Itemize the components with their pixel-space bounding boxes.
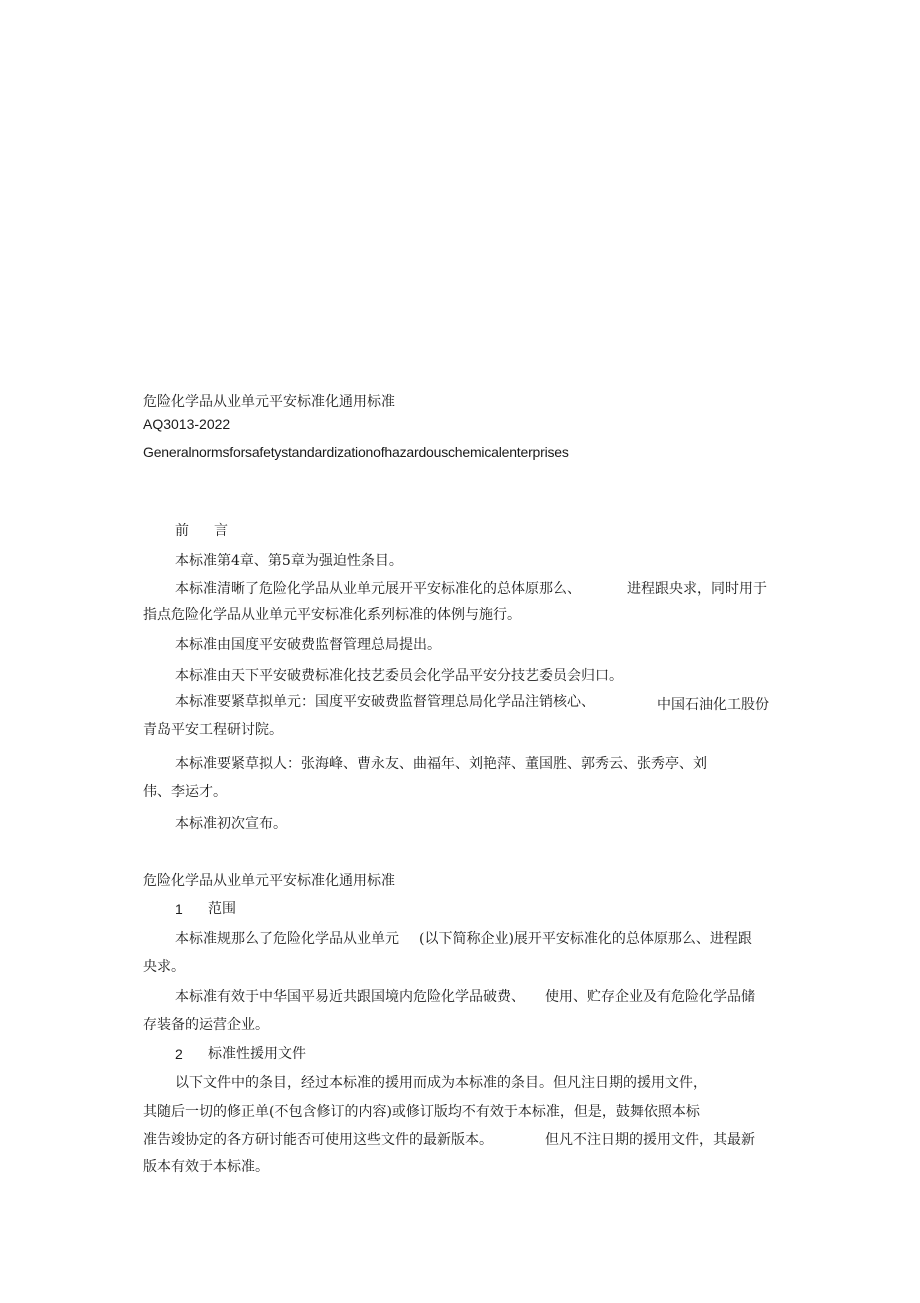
- foreword-paragraph-1: 本标准第4章、第5章为强迫性条目。: [175, 553, 403, 569]
- foreword-paragraph-2-part-c: 指点危险化学品从业单元平安标准化系列标准的体例与施行。: [143, 607, 521, 623]
- foreword-heading-char-1: 前: [175, 523, 189, 539]
- section-1-paragraph-2-part-a: 本标准有效于中华国平易近共跟国境内危险化学品破费、: [175, 989, 525, 1005]
- section-1-paragraph-1-part-c: 央求。: [143, 959, 185, 975]
- foreword-paragraph-5-part-b: 中国石油化工股份: [657, 697, 769, 713]
- body-title: 危险化学品从业单元平安标准化通用标准: [143, 873, 395, 889]
- section-1-title: 范围: [208, 901, 236, 917]
- foreword-heading-char-2: 言: [214, 523, 228, 539]
- foreword-paragraph-3: 本标准由国度平安破费监督管理总局提出。: [175, 637, 441, 653]
- foreword-paragraph-2-part-b: 进程跟央求，同时用于: [627, 581, 767, 597]
- section-2-paragraph-1-part-e: 版本有效于本标准。: [143, 1159, 269, 1175]
- section-1-paragraph-2-part-c: 存装备的运营企业。: [143, 1017, 269, 1033]
- foreword-paragraph-7: 本标准初次宣布。: [175, 816, 287, 832]
- document-title-cn: 危险化学品从业单元平安标准化通用标准: [143, 394, 395, 410]
- section-2-number: 2: [175, 1046, 183, 1062]
- foreword-paragraph-4: 本标准由天下平安破费标准化技艺委员会化学品平安分技艺委员会归口。: [175, 668, 623, 684]
- section-2-title: 标准性援用文件: [208, 1046, 306, 1062]
- section-2-paragraph-1-part-c: 准告竣协定的各方研讨能否可使用这些文件的最新版本。: [143, 1132, 493, 1148]
- document-title-en: Generalnormsforsafetystandardizationofhazardouschemicalenterprises: [143, 444, 569, 460]
- section-2-paragraph-1-part-a: 以下文件中的条目，经过本标准的援用而成为本标准的条目。但凡注日期的援用文件，: [175, 1075, 707, 1091]
- foreword-paragraph-6-part-a: 本标准要紧草拟人：张海峰、曹永友、曲福年、刘艳萍、董国胜、郭秀云、张秀亭、刘: [175, 756, 707, 772]
- section-1-paragraph-1-part-b: (以下简称企业)展开平安标准化的总体原那么、进程跟: [419, 931, 752, 947]
- section-1-number: 1: [175, 901, 183, 917]
- standard-code: AQ3013-2022: [143, 416, 231, 432]
- section-1-paragraph-2-part-b: 使用、贮存企业及有危险化学品储: [545, 989, 755, 1005]
- foreword-paragraph-6-part-b: 伟、李运才。: [143, 784, 227, 800]
- foreword-paragraph-5-part-a: 本标准要紧草拟单元：国度平安破费监督管理总局化学品注销核心、: [175, 694, 595, 710]
- section-1-paragraph-1-part-a: 本标准规那么了危险化学品从业单元: [175, 931, 399, 947]
- foreword-paragraph-2-part-a: 本标准清晰了危险化学品从业单元展开平安标准化的总体原那么、: [175, 581, 581, 597]
- section-2-paragraph-1-part-b: 其随后一切的修正单(不包含修订的内容)或修订版均不有效于本标准，但是，鼓舞依照本标: [143, 1104, 700, 1120]
- foreword-paragraph-5-part-c: 青岛平安工程研讨院。: [143, 722, 283, 738]
- section-2-paragraph-1-part-d: 但凡不注日期的援用文件，其最新: [545, 1132, 755, 1148]
